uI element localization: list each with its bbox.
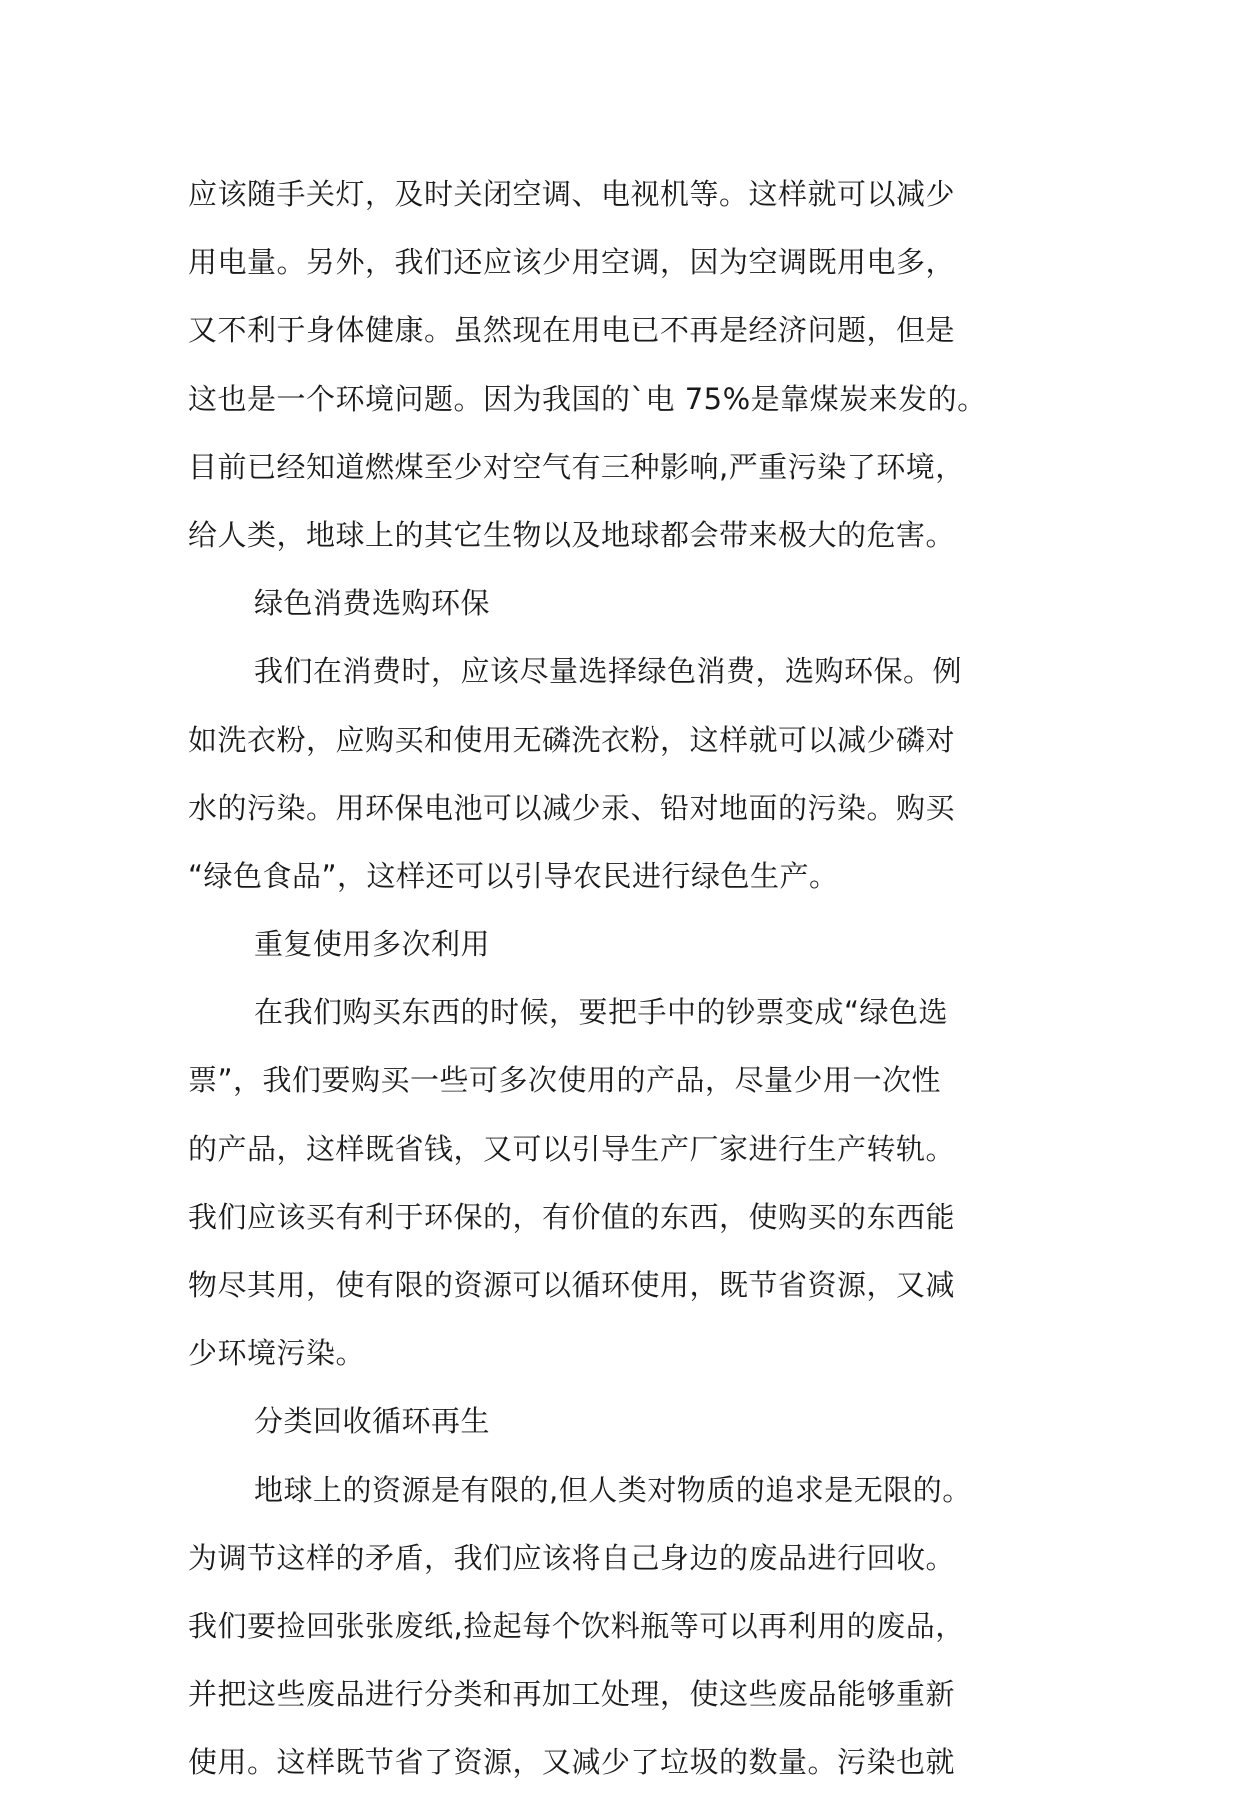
text-line: 地球上的资源是有限的,但人类对物质的追求是无限的。 — [254, 1472, 972, 1507]
text-line: 绿色消费选购环保 — [254, 586, 491, 621]
text-line: 我们要捡回张张废纸,捡起每个饮料瓶等可以再利用的废品， — [188, 1608, 965, 1643]
text-line: 物尽其用，使有限的资源可以循环使用，既节省资源，又减 — [188, 1268, 956, 1302]
text-line: 分类回收循环再生 — [254, 1404, 491, 1439]
text-line: 我们在消费时，应该尽量选择绿色消费，选购环保。例 — [254, 654, 963, 689]
text-line: 这也是一个环境问题。因为我国的`电 75%是靠煤炭来发的。 — [188, 381, 987, 416]
text-line: 水的污染。用环保电池可以减少汞、铅对地面的污染。购买 — [188, 790, 956, 825]
text-line: 如洗衣粉，应购买和使用无磷洗衣粉，这样就可以减少磷对 — [188, 722, 956, 757]
text-line: 目前已经知道燃煤至少对空气有三种影响,严重污染了环境， — [188, 449, 965, 484]
text-line: 我们应该买有利于环保的，有价值的东西，使购买的东西能 — [188, 1199, 956, 1234]
text-line: 用电量。另外，我们还应该少用空调，因为空调既用电多， — [188, 245, 956, 280]
text-line: 使用。这样既节省了资源，又减少了垃圾的数量。污染也就 — [188, 1745, 956, 1780]
text-line: 在我们购买东西的时候，要把手中的钞票变成“绿色选 — [254, 995, 949, 1030]
text-line: “绿色食品”，这样还可以引导农民进行绿色生产。 — [188, 858, 839, 893]
text-line: 重复使用多次利用 — [254, 927, 491, 962]
text-line: 并把这些废品进行分类和再加工处理，使这些废品能够重新 — [188, 1677, 956, 1712]
text-line: 少环境污染。 — [188, 1336, 366, 1371]
text-line: 应该随手关灯，及时关闭空调、电视机等。这样就可以减少 — [188, 177, 956, 211]
body-text — [188, 160, 1068, 1797]
text-line: 又不利于身体健康。虽然现在用电已不再是经济问题，但是 — [188, 313, 956, 348]
text-line: 的产品，这样既省钱，又可以引导生产厂家进行生产转轨。 — [188, 1131, 956, 1166]
text-line: 票”，我们要购买一些可多次使用的产品，尽量少用一次性 — [188, 1063, 942, 1098]
text-line: 给人类，地球上的其它生物以及地球都会带来极大的危害。 — [188, 517, 956, 552]
text-line: 为调节这样的矛盾，我们应该将自己身边的废品进行回收。 — [188, 1540, 956, 1575]
